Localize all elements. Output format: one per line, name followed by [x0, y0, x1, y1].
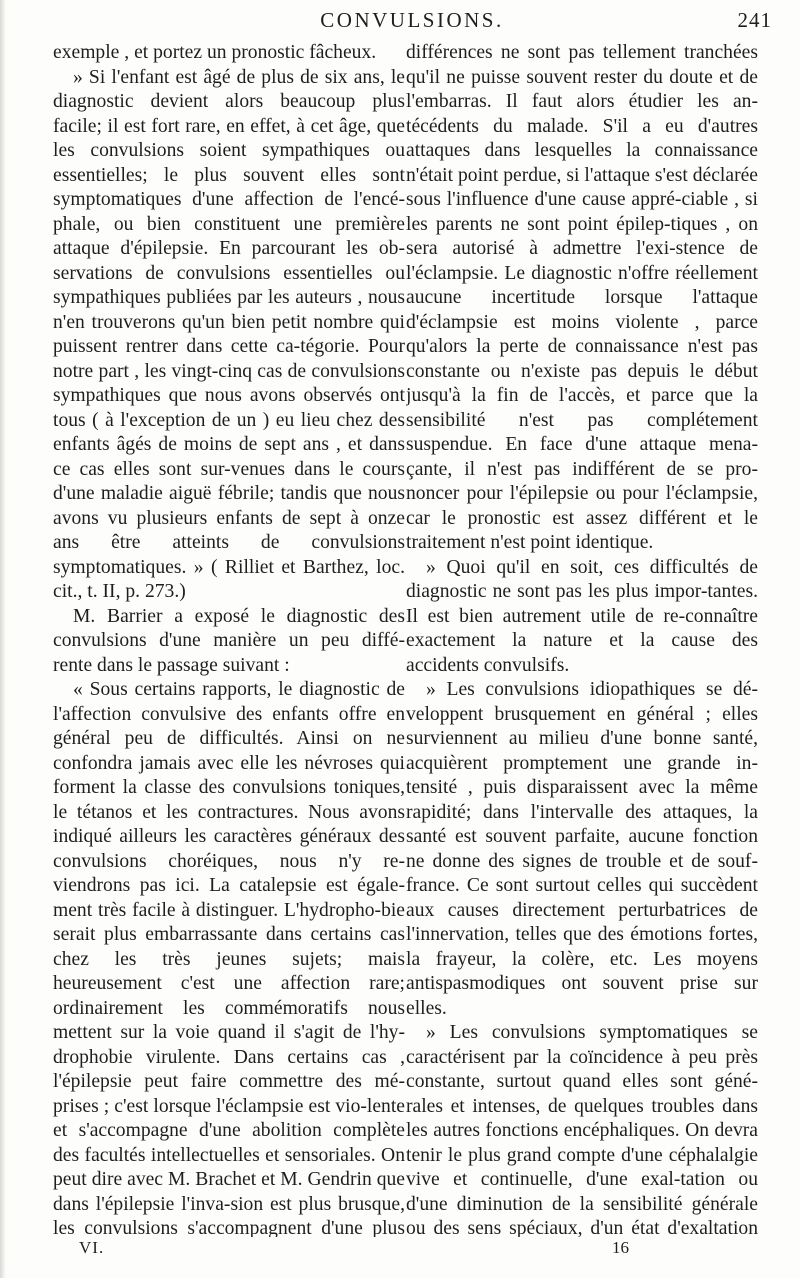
sheet-number: 16 [612, 1238, 629, 1257]
paragraph: « Sous certains rapports, le diagnostic de l'affection convulsive des enfants offre en général peu de difficultés. Ainsi on ne confondra jamais avec elle les névroses qui forment la classe des convulsions toniques, le tétanos et les contractures. Nous avons indiqué ailleurs les caractères généraux des convulsions choréiques, nous n'y re-viendrons pas ici. La catalepsie est égale-ment très facile à distinguer. L'hydropho-bie serait plus embarrassante dans certains cas chez les très jeunes sujets; mais heureusement c'est une affection rare; ordinairement les commémoratifs nous mettent sur la voie quand il s'agit de l'hy-drophobie virulente. Dans certains cas , l'épilepsie peut faire commettre des mé-prises ; c'est lorsque l'éclampsie est vio-lente et s'accompagne d'une abolition complète des facultés intellectuelles et sensoriales. On peut dire avec M. Brachet et M. Gendrin que dans l'épilepsie l'inva-sion est plus brusque, les convulsions s'accompagnent d'une plus [53, 679, 405, 1237]
paragraph: exemple , et portez un pronostic fâcheux. [53, 42, 377, 63]
paragraph: » Quoi qu'il en soit, ces difficultés de diagnostic ne sont pas les plus impor-tantes. Il est bien autrement utile de re-connaître exactement la nature et la cause des accidents convulsifs. [406, 556, 758, 676]
volume-signature: VI. [79, 1238, 105, 1257]
right-column [406, 41, 758, 1237]
left-column [53, 41, 405, 1237]
paragraph: » Les convulsions idiopathiques se dé-veloppent brusquement en général ; elles surviennent au milieu d'une bonne santé, acquièrent promptement une grande in-tensité , puis disparaissent avec la même rapidité; dans l'intervalle des attaques, la santé est souvent parfaite, aucune fonction ne donne des signes de trouble et de souf-france. Ce sont surtout celles qui succèdent aux causes directement perturbatrices de l'innervation, telles que des émotions fortes, la frayeur, la colère, etc. Les moyens antispasmodiques ont souvent prise sur elles. [406, 679, 758, 1019]
page-footer [52, 1238, 772, 1264]
paragraph: différences ne sont pas tellement tranchées qu'il ne puisse souvent rester du doute et de l'embarras. Il faut alors étudier les an-técédents du malade. S'il a eu d'autres attaques dans lesquelles la connaissance n'était point perdue, si l'attaque s'est déclarée sous l'influence d'une cause appré-ciable , si les parents ne sont point épilep-tiques , on sera autorisé à admettre l'exi-stence de l'éclampsie. Le diagnostic n'offre réellement aucune incertitude lorsque l'attaque d'éclampsie est moins violente , parce qu'alors la perte de connaissance n'est pas constante ou n'existe pas depuis le début jusqu'à la fin de l'accès, et parce que la sensibilité n'est pas complétement suspendue. En face d'une attaque mena-çante, il n'est pas indifférent de se pro-noncer pour l'épilepsie ou pour l'éclampsie, car le pronostic est assez différent et le traitement n'est point identique. [406, 42, 758, 553]
running-title: CONVULSIONS. [320, 8, 504, 32]
paragraph: » Si l'enfant est âgé de plus de six ans, le diagnostic devient alors beaucoup plus facile; il est fort rare, en effet, à cet âge, que les convulsions soient sympathiques ou essentielles; le plus souvent elles sont symptomatiques d'une affection de l'encé-phale, ou bien constituent une première attaque d'épilepsie. En parcourant les ob-servations de convulsions essentielles ou sympathiques publiées par les auteurs , nous n'en trouverons qu'un bien petit nombre qui puissent rentrer dans cette ca-tégorie. Pour notre part , les vingt-cinq cas de convulsions sympathiques que nous avons observés ont tous ( à l'exception de un ) eu lieu chez des enfants âgés de moins de sept ans , et dans ce cas elles sont sur-venues dans le cours d'une maladie aiguë fébrile; tandis que nous avons vu plusieurs enfants de sept à onze ans être atteints de convulsions symptomatiques. » ( Rilliet et Barthez, loc. cit., t. II, p. 273.) [53, 66, 405, 602]
page-header [52, 8, 772, 36]
paragraph: » Les convulsions symptomatiques se caractérisent par la coïncidence à peu près constante, surtout quand elles sont géné-rales et intenses, de quelques troubles dans les autres fonctions encéphaliques. On devra tenir le plus grand compte d'une céphalalgie vive et continuelle, d'une exal-tation ou d'une diminution de la sensibilité générale ou des sens spéciaux, d'un état d'exaltation [406, 1022, 758, 1237]
page-number: 241 [737, 8, 772, 32]
paragraph: M. Barrier a exposé le diagnostic des convulsions d'une manière un peu diffé-rente dans le passage suivant : [53, 605, 405, 676]
page-edge-shadow [0, 0, 6, 1278]
